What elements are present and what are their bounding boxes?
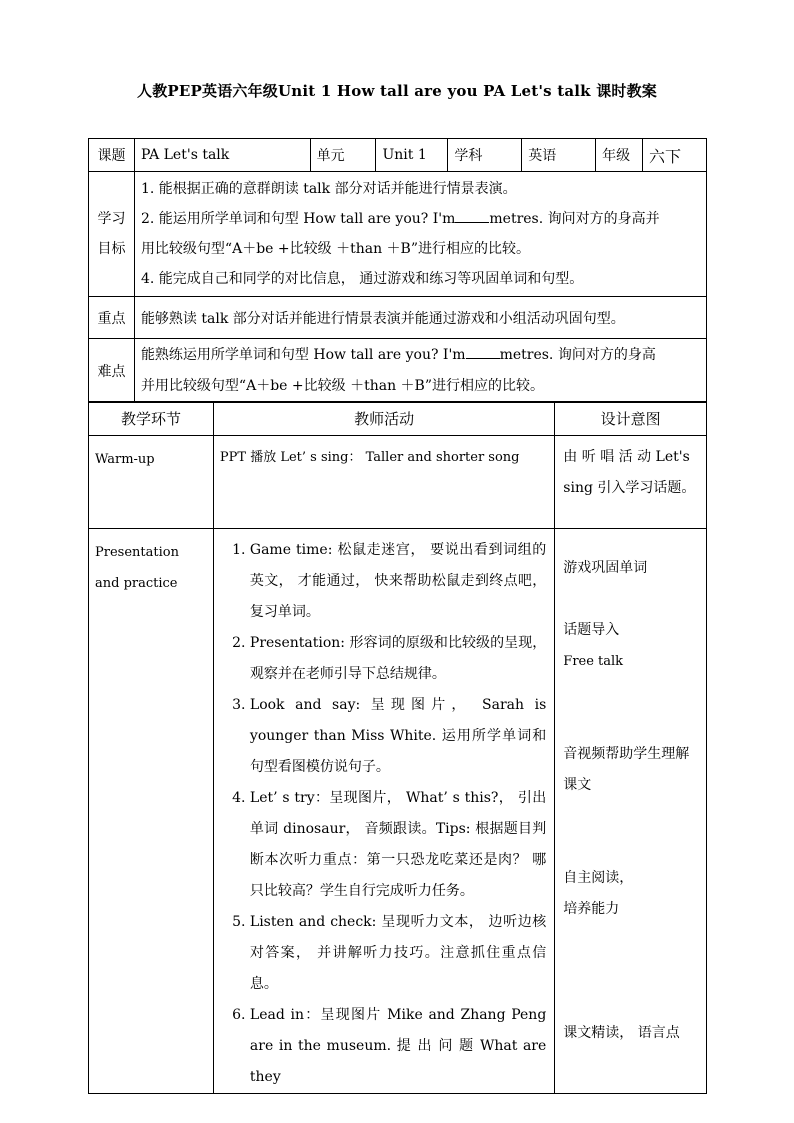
unit-label: 单元 — [310, 139, 376, 172]
intent-text: 课文精读， 语言点 — [563, 1025, 680, 1041]
focus-text: 能够熟读 talk 部分对话并能进行情景表演并能通过游戏和小组活动巩固句型。 — [134, 297, 706, 339]
goals-content — [134, 172, 706, 297]
difficulty-text: 能熟练运用所学单词和句型 How tall are you? I'm metres. 询问对方的身高 并用比较级句型“A＋be +比较级 ＋than ＋B”进行相应的比较。 — [134, 339, 706, 403]
list-item: 5. Listen and check: 呈现听力文本， 边听边核对答案， 并讲解听力技巧。注意抓住重点信息。 — [250, 907, 546, 1000]
intent-text: 游戏巩固单词 — [563, 560, 648, 576]
header-teacher-activity: 教师活动 — [213, 402, 554, 436]
goal-item: 1. 能根据正确的意群朗读 talk 部分对话并能进行情景表演。 — [140, 181, 517, 197]
subject-label: 学科 — [448, 139, 522, 172]
list-item: 2. Presentation: 形容词的原级和比较级的呈现，观察并在老师引导下总结规律。 — [250, 628, 546, 690]
list-item: 3. Look and say: 呈现图片， Sarah is younger than Miss White. 运用所学单词和句型看图模仿说句子。 — [250, 690, 546, 783]
goal-item: 2. 能运用所学单词和句型 How tall are you? I'm metres. 询问对方的身高并 — [140, 211, 660, 227]
topic-value: PA Let's talk — [134, 139, 310, 172]
topic-label: 课题 — [89, 139, 135, 172]
activity-list — [220, 535, 546, 1093]
lesson-info-table — [88, 138, 707, 403]
presentation-stage: Presentation and practice — [89, 529, 214, 1094]
process-table — [88, 401, 707, 1094]
header-stage: 教学环节 — [89, 402, 214, 436]
presentation-intents — [555, 529, 707, 1094]
warmup-intent: 由 听 唱 活 动 Let's sing 引入学习话题。 — [555, 436, 707, 529]
unit-value: Unit 1 — [376, 139, 448, 172]
warmup-stage: Warm-up — [89, 436, 214, 529]
intent-text: 自主阅读， — [563, 870, 634, 886]
list-item: 6. Lead in：呈现图片 Mike and Zhang Peng are in the museum. 提 出 问 题 What are they — [250, 1000, 546, 1093]
goals-label: 学习目标 — [89, 172, 135, 297]
presentation-activities — [213, 529, 554, 1094]
subject-value: 英语 — [522, 139, 596, 172]
intent-text: 音视频帮助学生理解课文 — [563, 746, 690, 793]
difficulty-label: 难点 — [89, 339, 135, 403]
header-design-intent: 设计意图 — [555, 402, 707, 436]
focus-label: 重点 — [89, 297, 135, 339]
intent-text: 话题导入 — [563, 622, 620, 638]
grade-value: 六下 — [643, 139, 707, 172]
list-item: 4. Let’ s try：呈现图片， What’ s this?， 引出单词 dinosaur， 音频跟读。Tips: 根据题目判断本次听力重点：第一只恐龙吃菜还是肉？ 哪只比较高？学生自行完成听力任务。 — [250, 783, 546, 907]
document-title: 人教PEP英语六年级Unit 1 How tall are you PA Let's talk 课时教案 — [137, 82, 657, 100]
intent-text: 培养能力 — [563, 901, 620, 917]
warmup-activity: PPT 播放 Let’ s sing： Taller and shorter song — [213, 436, 554, 529]
goal-item: 4. 能完成自己和同学的对比信息， 通过游戏和练习等巩固单词和句型。 — [140, 271, 584, 287]
list-item: 1. Game time: 松鼠走迷宫， 要说出看到词组的英文， 才能通过， 快来帮助松鼠走到终点吧，复习单词。 — [250, 535, 546, 628]
intent-text: Free talk — [563, 654, 624, 669]
grade-label: 年级 — [596, 139, 643, 172]
goal-item: 用比较级句型“A＋be +比较级 ＋than ＋B”进行相应的比较。 — [140, 241, 530, 257]
